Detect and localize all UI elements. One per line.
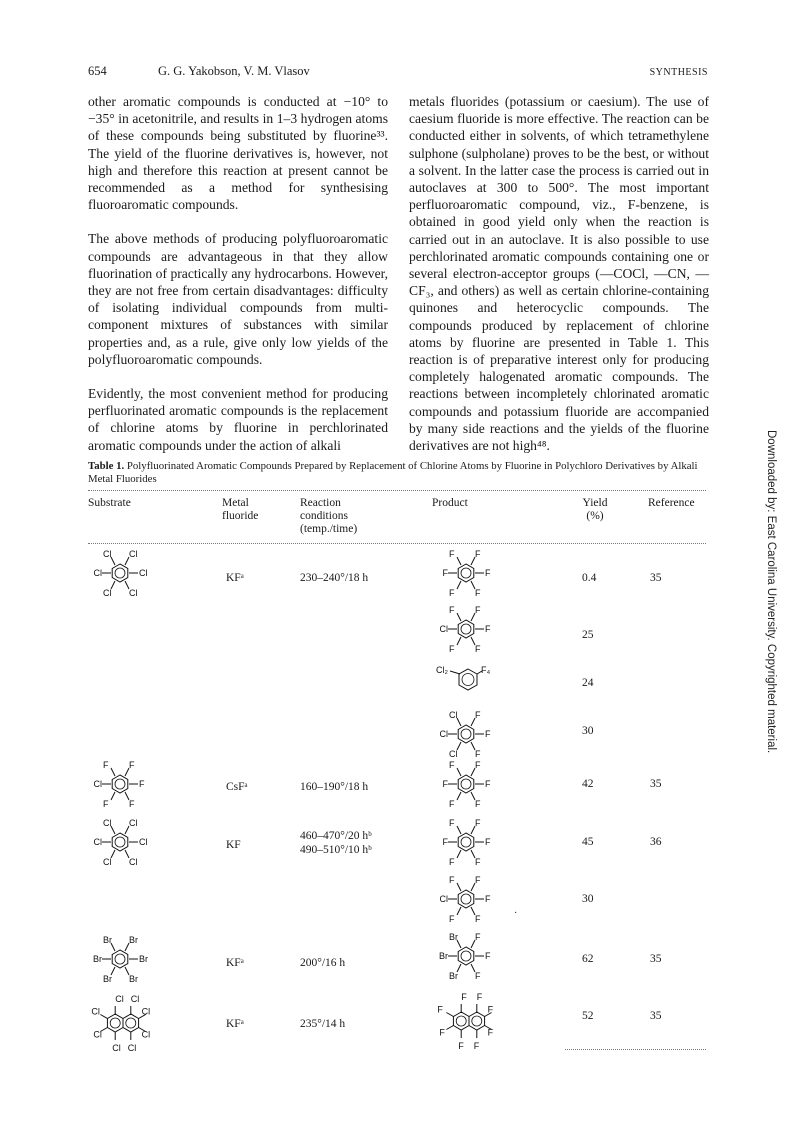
substituent-label: F xyxy=(476,992,483,1002)
paragraph: other aromatic compounds is conducted at −10° to −35° in acetonitrile, and results in 1–3 hydrogen atoms of these compounds being substituted by fluorine³³. The yield of the fluorine derivatives is, however, not high and therefore this reaction at present cannot be recommended as a method for synthesising fluoroaromatic compounds. xyxy=(88,94,388,213)
row3-yield: 24 xyxy=(582,677,594,689)
substituent-label: Cl xyxy=(130,994,140,1004)
substituent-label: F xyxy=(475,711,481,720)
row9-reference: 35 xyxy=(650,1010,662,1022)
substituent-label: F xyxy=(449,588,455,596)
substituent-label: F xyxy=(439,1027,445,1038)
substituent-label: Cl xyxy=(103,550,112,559)
substituent-label: F xyxy=(475,971,481,979)
substituent-label: F xyxy=(449,857,455,865)
substituent-label: Cl xyxy=(127,1043,137,1053)
substituent-label: Br xyxy=(93,954,102,964)
substituent-label: Cl xyxy=(93,779,102,789)
row6-conditions: 460–470°/20 hᵇ xyxy=(300,830,372,842)
substituent-label: F xyxy=(139,779,145,789)
substituent-label: Cl xyxy=(439,729,448,739)
row9-metal: KFᵃ xyxy=(226,1018,244,1030)
substituent-label: F xyxy=(475,644,481,652)
substituent-label: Br xyxy=(449,933,458,942)
substituent-label: Cl xyxy=(129,857,138,865)
col-header-yield: Yield (%) xyxy=(582,497,608,522)
col-header-conditions: Reaction conditions (temp./time) xyxy=(300,497,358,535)
substituent-label: F xyxy=(475,550,481,559)
substituent-label: Cl xyxy=(93,568,102,578)
page-number: 654 xyxy=(88,64,107,78)
journal-name: SYNTHESIS xyxy=(649,67,708,78)
substituent-label: Cl xyxy=(449,749,458,757)
substituent-label: F xyxy=(475,876,481,885)
row8-metal: KFᵃ xyxy=(226,957,244,969)
col-header-metal: Metal fluoride xyxy=(222,497,259,522)
substituent-label: Cl xyxy=(449,711,458,720)
prod3-left-label: Cl₂ xyxy=(436,665,448,675)
substituent-label: F xyxy=(449,761,455,770)
substituent-label: F xyxy=(449,550,455,559)
substituent-label: Cl xyxy=(129,588,138,596)
row6-metal: KF xyxy=(226,839,241,851)
substituent-label: Cl xyxy=(139,568,148,578)
substituent-label: F xyxy=(475,857,481,865)
substituent-label: Cl xyxy=(93,837,102,847)
structure-hexafluorobenzene xyxy=(430,550,502,596)
structure-octachloronaphthalene xyxy=(80,991,166,1055)
substituent-label: F xyxy=(475,606,481,615)
substituent-label: F xyxy=(473,1041,480,1051)
substituent-label: F xyxy=(449,819,455,828)
substituent-label: F xyxy=(437,1004,443,1015)
substituent-label: Br xyxy=(103,936,112,945)
structure-hexabromobenzene xyxy=(84,936,156,982)
substituent-label: F xyxy=(449,799,455,807)
substituent-label: F xyxy=(103,761,109,770)
structure-hexafluorobenzene xyxy=(430,819,502,865)
substituent-label: Cl xyxy=(112,1043,121,1053)
table-label: Table 1. xyxy=(88,460,125,472)
paragraph: metals fluorides (potassium or caesium). The use of caesium fluoride is more effective. The reaction can be conducted either in solvents, of which tetramethylene sulphone (sulpholane) proves to be the best, or without a solvent. In the latter case the process is carried out in autoclaves at 300 to 500°. The most important perfluoroaromatic compound, viz., F-benzene, is obtained in good yield only when the reaction is carried out in an autoclave. It is also possible to use perchlorinated aromatic compounds containing one or several electron-acceptor groups (—COCl, —CN, —CF₃, and others) as well as certain chlorine-containing quinones and heterocyclic compounds. The compounds produced by replacement of chlorine atoms by fluorine are presented in Table 1. This reaction is of preparative interest only for producing completely halogenated aromatic compounds. The reactions between incompletely chlorinated aromatic compounds and potassium fluoride are accompanied by many side reactions and the yields of the fluorine derivatives are not high⁴⁸. xyxy=(409,94,709,454)
row4-yield: 30 xyxy=(582,725,594,737)
structure-chloropentafluorobenzene-substrate xyxy=(84,761,156,807)
substituent-label: F xyxy=(485,894,491,904)
substituent-label: Cl xyxy=(103,857,112,865)
substituent-label: Cl xyxy=(93,1029,102,1040)
substituent-label: F xyxy=(487,1004,494,1015)
substituent-label: F xyxy=(475,588,481,596)
paragraph: The above methods of producing polyfluoroaromatic compounds are advantageous in that they allow fluorination of practically any hydrocarbons. However, they are not free from certain disadvantages: difficulty of isolating individual compounds from multi-component mixtures of substances with similar properties and, as a rule, give only low yields of the polyfluoroaromatic compounds. xyxy=(88,231,388,367)
left-column xyxy=(88,93,388,471)
substituent-label: Cl xyxy=(91,1006,100,1017)
row5-conditions: 160–190°/18 h xyxy=(300,781,369,793)
structure-dichlorotetrafluorobenzene xyxy=(434,663,504,695)
row8-conditions: 200°/16 h xyxy=(300,957,346,969)
substituent-label: F xyxy=(485,624,491,634)
structure-hexachlorobenzene xyxy=(84,819,156,865)
structure-octafluoronaphthalene xyxy=(426,989,512,1053)
substituent-label: F xyxy=(442,779,448,789)
right-column xyxy=(409,93,709,471)
substituent-label: Cl xyxy=(115,994,124,1004)
row9-yield: 52 xyxy=(582,1010,594,1022)
row6-conditions-2: 490–510°/10 hᵇ xyxy=(300,844,372,856)
substituent-label: Cl xyxy=(439,894,448,904)
substituent-label: F xyxy=(103,799,109,807)
row7-yield: 30 xyxy=(582,893,594,905)
substituent-label: Br xyxy=(129,936,138,945)
substituent-label: F xyxy=(129,761,135,770)
substituent-label: Cl xyxy=(439,624,448,634)
row1-yield: 0.4 xyxy=(582,572,597,584)
row5-metal: CsFᵃ xyxy=(226,781,248,793)
substituent-label: F xyxy=(129,799,135,807)
substituent-label: F xyxy=(449,876,455,885)
stray-mark: · xyxy=(514,908,518,919)
substituent-label: F xyxy=(442,568,448,578)
structure-hexachlorobenzene xyxy=(84,550,156,596)
paragraph: Evidently, the most convenient method for producing perfluorinated aromatic compounds is the replacement of chlorine atoms by fluorine in perchlorinated aromatic compounds under the action of alkali xyxy=(88,386,388,453)
substituent-label: Cl xyxy=(139,837,148,847)
row2-yield: 25 xyxy=(582,629,594,641)
structure-hexafluorobenzene xyxy=(430,761,502,807)
col-header-substrate: Substrate xyxy=(88,497,131,509)
substituent-label: Br xyxy=(139,954,148,964)
substituent-label: F xyxy=(485,568,491,578)
structure-trichlorotrifluorobenzene xyxy=(430,711,502,757)
watermark-text: Downloaded by: East Carolina University. Copyrighted material. xyxy=(765,430,777,754)
download-watermark xyxy=(761,430,779,930)
substituent-label: Cl xyxy=(129,819,138,828)
substituent-label: Br xyxy=(103,974,112,982)
substituent-label: F xyxy=(485,837,491,847)
substituent-label: Cl xyxy=(141,1029,151,1040)
running-authors: G. G. Yakobson, V. M. Vlasov xyxy=(158,64,310,78)
table-caption-text: Polyfluorinated Aromatic Compounds Prepared by Replacement of Chlorine Atoms by Fluorine in Polychloro Derivatives by Alkali Metal Fluorides xyxy=(88,460,698,485)
row9-conditions: 235°/14 h xyxy=(300,1018,346,1030)
substituent-label: F xyxy=(461,992,467,1002)
table-caption xyxy=(88,460,718,486)
substituent-label: F xyxy=(475,914,481,922)
substituent-label: F xyxy=(475,749,481,757)
substituent-label: F xyxy=(449,914,455,922)
substituent-label: Br xyxy=(129,974,138,982)
row1-conditions: 230–240°/18 h xyxy=(300,572,369,584)
substituent-label: Cl xyxy=(103,588,112,596)
prod3-right-label: F₄ xyxy=(481,665,491,675)
substituent-label: F xyxy=(485,779,491,789)
row6-yield: 45 xyxy=(582,836,594,848)
row5-reference: 35 xyxy=(650,778,662,790)
substituent-label: Cl xyxy=(141,1006,151,1017)
substituent-label: F xyxy=(449,644,455,652)
substituent-label: F xyxy=(475,819,481,828)
substituent-label: F xyxy=(442,837,448,847)
structure-chloropentafluorobenzene xyxy=(430,606,502,652)
substituent-label: Br xyxy=(449,971,458,979)
row1-metal: KFᵃ xyxy=(226,572,244,584)
row8-yield: 62 xyxy=(582,953,594,965)
table-end-rule xyxy=(565,1049,706,1050)
row6-reference: 36 xyxy=(650,836,662,848)
header-bottom-rule xyxy=(88,543,706,544)
substituent-label: F xyxy=(458,1041,464,1051)
substituent-label: F xyxy=(449,606,455,615)
substituent-label: F xyxy=(487,1027,494,1038)
substituent-label: F xyxy=(485,729,491,739)
substituent-label: F xyxy=(485,951,491,961)
substituent-label: F xyxy=(475,799,481,807)
substituent-label: Cl xyxy=(129,550,138,559)
row5-yield: 42 xyxy=(582,778,594,790)
row1-reference: 35 xyxy=(650,572,662,584)
substituent-label: Br xyxy=(439,951,448,961)
structure-chloropentafluorobenzene xyxy=(430,876,502,922)
table-top-rule xyxy=(88,490,706,491)
substituent-label: Cl xyxy=(103,819,112,828)
row8-reference: 35 xyxy=(650,953,662,965)
structure-tribromotrifluorobenzene xyxy=(430,933,502,979)
col-header-product: Product xyxy=(432,497,468,509)
substituent-label: F xyxy=(475,933,481,942)
substituent-label: F xyxy=(475,761,481,770)
col-header-reference: Reference xyxy=(648,497,695,509)
